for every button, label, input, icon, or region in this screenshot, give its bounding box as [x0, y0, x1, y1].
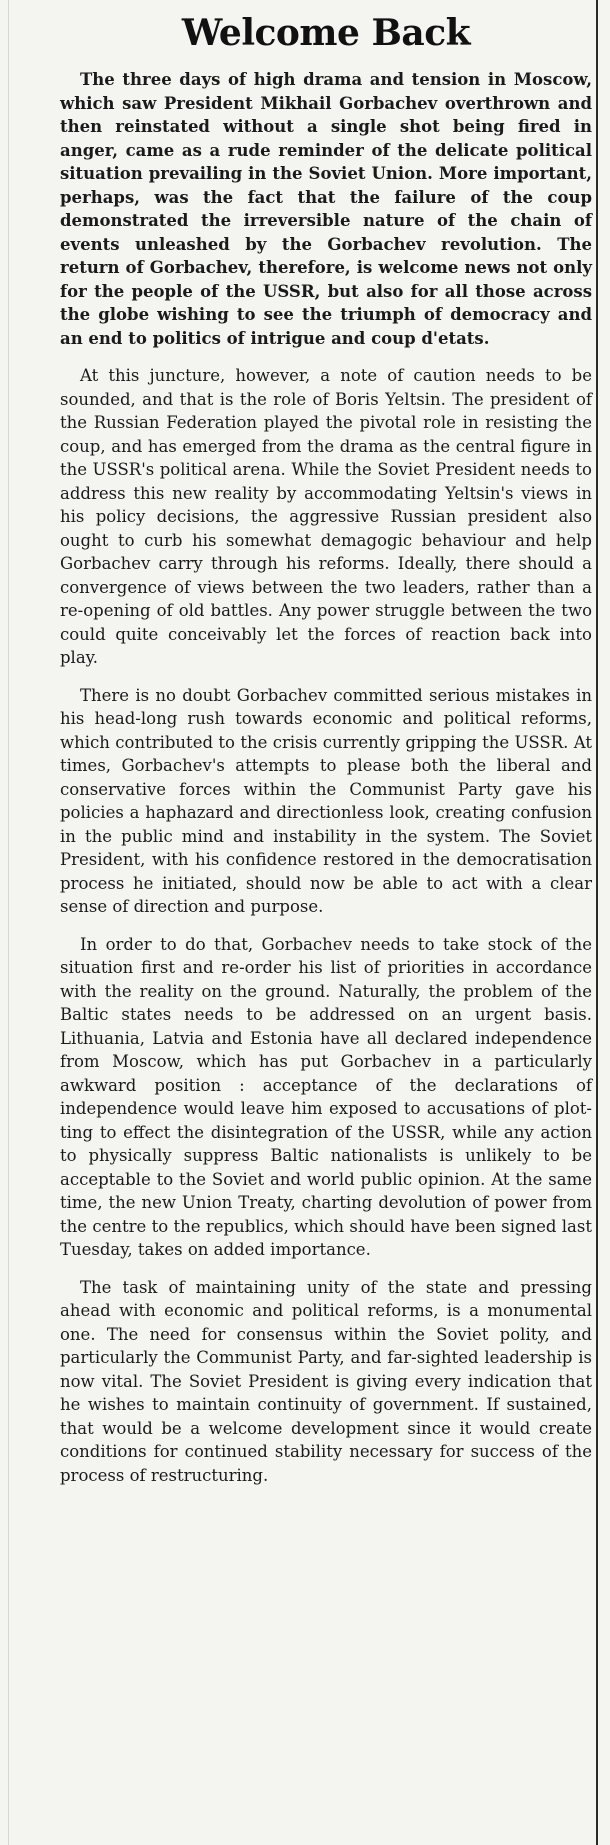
- column-divider-rule: [596, 0, 598, 1845]
- article-headline: Welcome Back: [181, 12, 471, 54]
- article-paragraph-5: The task of maintaining unity of the state and pressing ahead with economic and political reforms, is a monumental one. The need for consensus within the Soviet polity, and particularly the Communist Party, and far-sighted leadership is now vital. The Soviet President is giving every indication that he wishes to maintain continuity of government. If sustained, that would be a welcome development since it would create conditions for continued stability necessary for success of the process of restructuring.: [60, 1277, 592, 1485]
- editorial-article: [60, 12, 592, 1501]
- article-paragraph-3: There is no doubt Gorbachev committed serious mistakes in his head-long rush towards economic and political reforms, which contributed to the crisis currently gripping the USSR. At times, Gorbachev's attempts to please both the liberal and conservative forces within the Communist Party gave his policies a haphazard and directionless look, creating confusion in the public mind and instability in the system. The Soviet President, with his confidence restored in the democratisation process he initiated, should now be able to act with a clear sense of direction and purpose.: [60, 685, 592, 916]
- page-edge-rule: [8, 0, 9, 1845]
- article-paragraph-4: In order to do that, Gorbachev needs to take stock of the situation first and re-order his list of priorities in accordance with the reality on the ground. Naturally, the problem of the Baltic states needs to be addressed on an urgent basis. Lithuania, Latvia and Estonia have all declared independence from Moscow, which has put Gorbachev in a particularly awkward position : acceptance of the declarations of independence would leave him exposed to accusations of plotting to effect the disintegration of the USSR, while any action to physically suppress Baltic nationalists is unlikely to be acceptable to the Soviet and world public opinion. At the same time, the new Union Treaty, charting devolution of power from the centre to the republics, which should have been signed last Tuesday, takes on added importance.: [60, 934, 592, 1259]
- article-paragraph-1: The three days of high drama and tension in Moscow, which saw President Mikhail Gorbachev overthrown and then reinstated without a single shot being fired in anger, came as a rude reminder of the delicate political situation prevailing in the Soviet Union. More important, perhaps, was the fact that the failure of the coup demonstrated the irreversible nature of the chain of events unleashed by the Gorbachev revolution. The return of Gorbachev, therefore, is welcome news not only for the people of the USSR, but also for all those across the globe wishing to see the triumph of democracy and an end to politics of intrigue and coup d'etats.: [60, 70, 592, 348]
- article-paragraph-2: At this juncture, however, a note of caution needs to be sounded, and that is the role of Boris Yeltsin. The president of the Russian Federation played the pivotal role in resisting the coup, and has emerged from the drama as the central figure in the USSR's political arena. While the Soviet President needs to address this new reality by accommodating Yeltsin's views in his policy decisions, the aggressive Russian president also ought to curb his somewhat demagogic behaviour and help Gorbachev carry through his reforms. Ideally, there should a convergence of views between the two leaders, rather than a re-opening of old battles. Any power struggle between the two could quite conceivably let the forces of reaction back into play.: [60, 366, 592, 667]
